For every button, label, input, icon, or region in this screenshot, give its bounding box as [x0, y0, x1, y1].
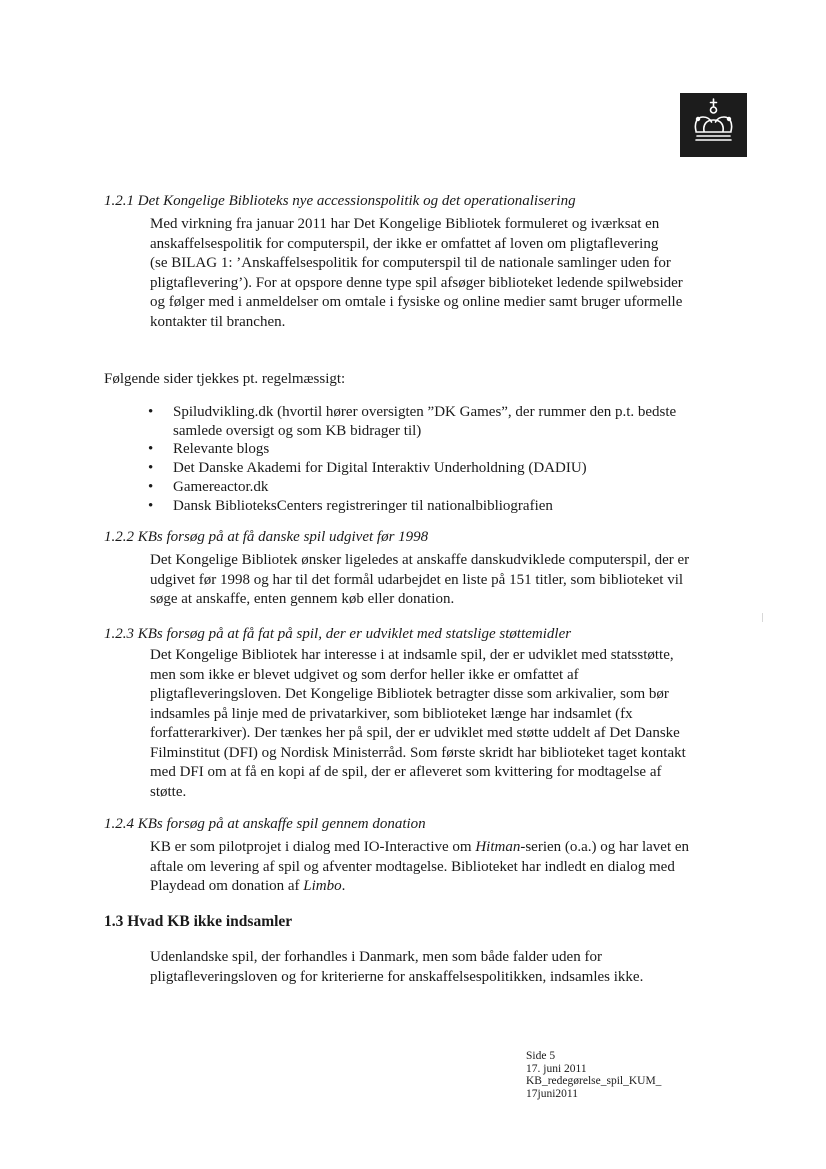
title-hitman: Hitman — [475, 839, 521, 855]
page-footer — [526, 1050, 661, 1100]
section-1-2-3-body — [150, 646, 690, 802]
section-1-2-1-body — [150, 215, 690, 332]
footer-document-name-cont: 17juni2011 — [526, 1087, 578, 1100]
followed-sites-intro: Følgende sider tjekkes pt. regelmæssigt: — [104, 371, 346, 387]
scan-margin-mark — [762, 613, 763, 622]
list-item: • Spiludvikling.dk (hvortil hører oversigten ”DK Games”, der rummer den p.t. bedste samlede oversigt og som KB bidrager til) — [148, 403, 693, 440]
section-1-2-2-body — [150, 551, 690, 610]
section-1-2-3-text: Det Kongelige Bibliotek har interesse i at indsamle spil, der er udviklet med statsstøtte, men som ikke er blevet udgivet og som derfor heller ikke er omfattet af pligtafleveringsloven. Det Kongelige Bibliotek betragter disse som arkivalier, som bør indsamles på linje med de privatarkiver, som biblioteket længe har indsamlet (fx forfatterarkiver). Der tænkes her på spil, der er udviklet med støtte uddelt af Det Danske Filminstitut (DFI) og Nordisk Ministerråd. Som første skridt har biblioteket taget kontakt med DFI om at få en kopi af de spil, der er afleveret som kvittering for modtagelse af støtte. — [150, 647, 686, 800]
list-item: • Det Danske Akademi for Digital Interaktiv Underholdning (DADIU) — [148, 459, 693, 478]
section-1-3-heading: 1.3 Hvad KB ikke indsamler — [104, 913, 293, 930]
list-item: • Dansk BiblioteksCenters registreringer til nationalbibliografien — [148, 497, 693, 516]
footer-date: 17. juni 2011 — [526, 1062, 587, 1075]
section-1-2-1-para-1: Med virkning fra januar 2011 har Det Kongelige Bibliotek formuleret og iværksat en anskaffelsespolitik for computerspil, der ikke er omfattet af loven om pligtaflevering — [150, 216, 660, 252]
section-1-2-2-text: Det Kongelige Bibliotek ønsker ligeledes at anskaffe danskudviklede computerspil, der er udgivet før 1998 og har til det formål udarbejdet en liste på 151 titler, som biblioteket vil søge at anskaffe, enten gennem køb eller donation. — [150, 552, 690, 607]
followed-sites-list — [148, 403, 693, 515]
section-1-2-4-body — [150, 838, 690, 897]
list-item: • Relevante blogs — [148, 440, 693, 459]
list-item: • Gamereactor.dk — [148, 478, 693, 497]
section-1-2-2-heading: 1.2.2 KBs forsøg på at få danske spil udgivet før 1998 — [104, 529, 429, 545]
section-1-3-text: Udenlandske spil, der forhandles i Danmark, men som både falder uden for pligtafleveringsloven og for kriterierne for anskaffelsespolitikken, indsamles ikke. — [150, 949, 644, 985]
section-1-2-1-heading: 1.2.1 Det Kongelige Biblioteks nye accessionspolitik og det operationalisering — [104, 193, 576, 209]
section-1-2-1-para-2: (se BILAG 1: ’Anskaffelsespolitik for computerspil til de nationale samlinger uden for pligtaflevering’). For at opspore denne type spil afsøger biblioteket ledende spilwebsider og følger med i anmeldelser om omtale i fysiske og online medier samt bruger uformelle kontakter til branchen. — [150, 255, 683, 330]
page-number: Side 5 — [526, 1050, 556, 1062]
section-1-3-body — [150, 948, 690, 987]
royal-crown-logo — [680, 93, 747, 157]
title-limbo: Limbo — [303, 878, 342, 894]
section-1-2-4-text: KB er som pilotprojet i dialog med IO-Interactive om Hitman-serien (o.a.) og har lavet en aftale om levering af spil og afventer modtagelse. Biblioteket har indledt en dialog med Playdead om donation af Limbo. — [150, 839, 690, 894]
footer-document-name: KB_redegørelse_spil_KUM_ — [526, 1075, 662, 1087]
section-1-2-4-heading: 1.2.4 KBs forsøg på at anskaffe spil gennem donation — [104, 816, 426, 832]
crown-icon — [680, 93, 747, 157]
section-1-2-3-heading: 1.2.3 KBs forsøg på at få fat på spil, der er udviklet med statslige støttemidler — [104, 626, 572, 642]
